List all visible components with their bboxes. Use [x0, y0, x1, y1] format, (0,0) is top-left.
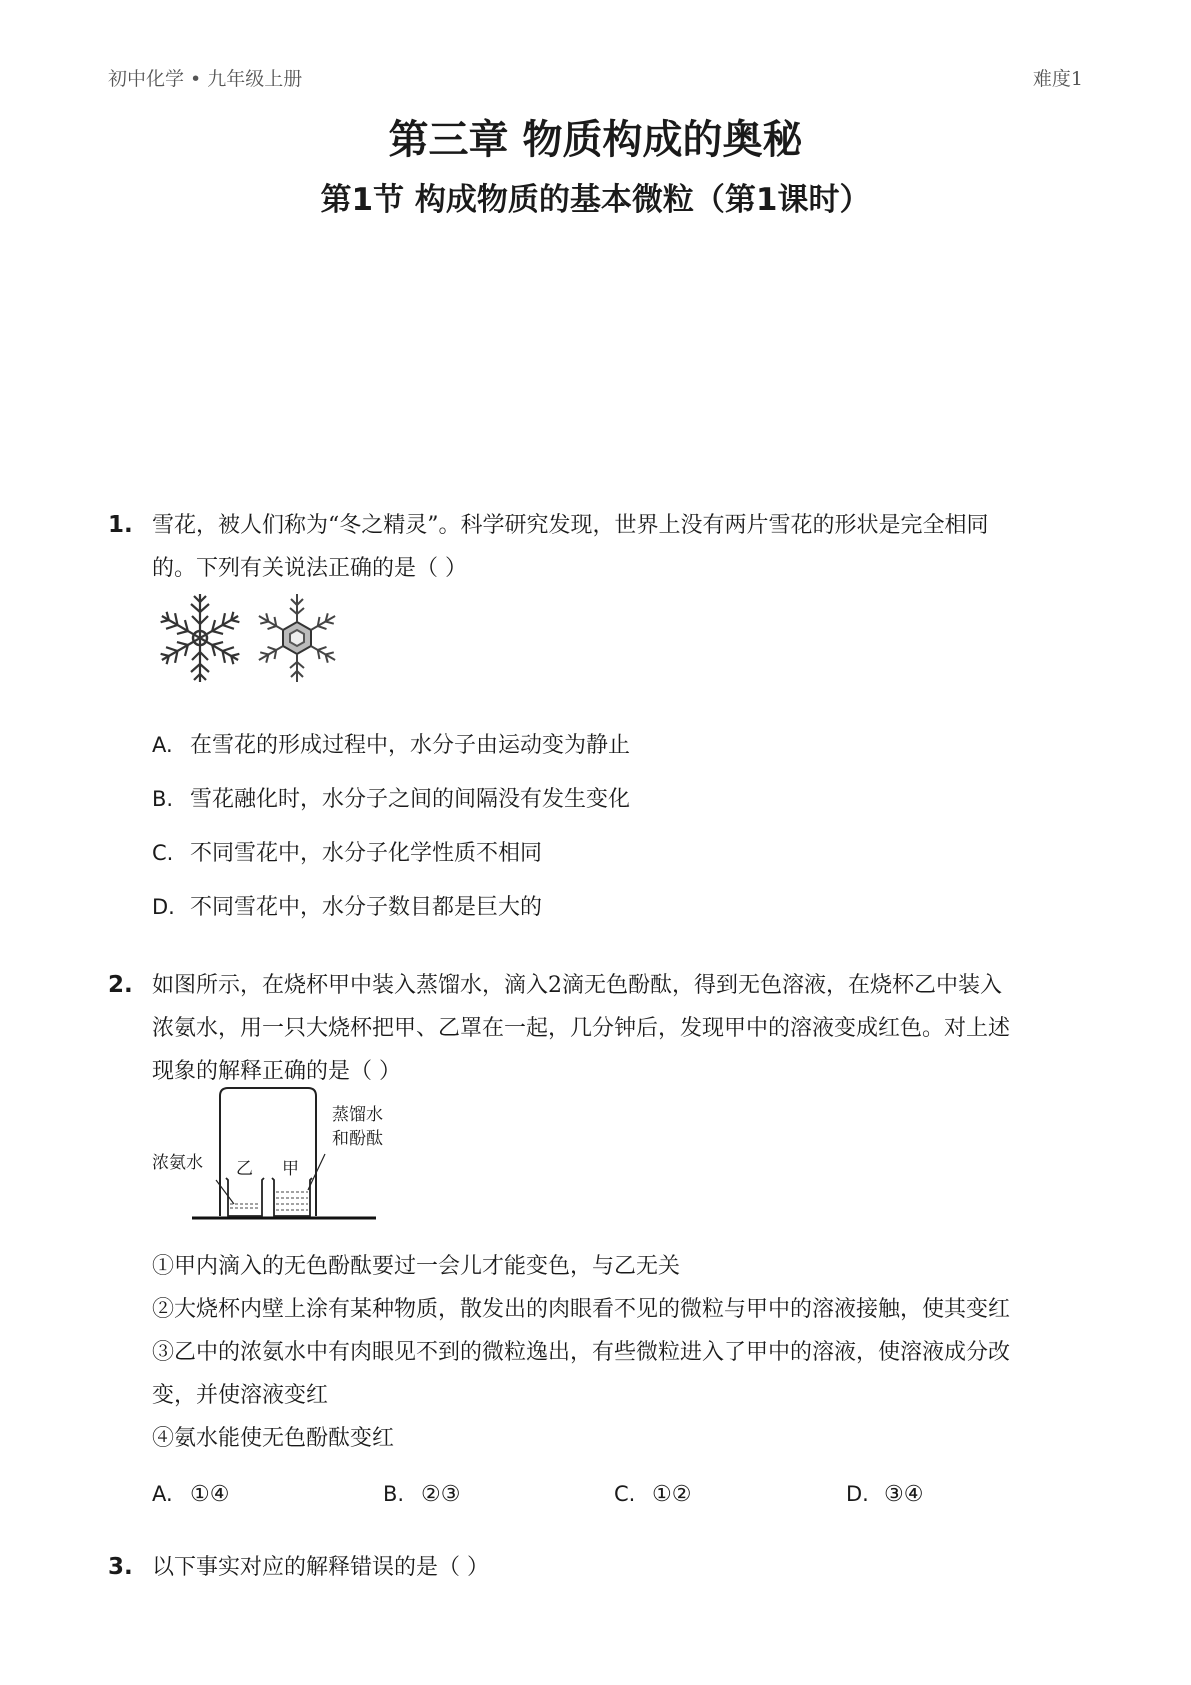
question-2-line-2: 浓氨水，用一只大烧杯把甲、乙罩在一起，几分钟后，发现甲中的溶液变成红色。对上述	[152, 1016, 1011, 1041]
q2-option-b-text: ②③	[421, 1482, 461, 1507]
question-2-text	[152, 964, 1010, 1093]
q1-option-b[interactable]	[152, 782, 630, 813]
q1-option-a[interactable]	[152, 728, 630, 759]
label-water-2: 和酚酞	[332, 1129, 383, 1149]
snowflake-2	[255, 594, 338, 682]
q1-option-d-letter: D.	[152, 895, 175, 919]
question-2-line-1: 如图所示，在烧杯甲中装入蒸馏水，滴入2滴无色酚酞，得到无色溶液，在烧杯乙中装入	[152, 973, 1002, 998]
q2-option-a-text: ①④	[190, 1482, 230, 1507]
q1-option-c-text: 不同雪花中，水分子化学性质不相同	[190, 841, 543, 866]
q2-option-d-letter: D.	[846, 1482, 869, 1506]
question-3-text	[152, 1546, 489, 1589]
statement-4: ④氨水能使无色酚酞变红	[152, 1426, 395, 1451]
q1-option-c[interactable]	[152, 836, 542, 867]
q2-option-c[interactable]	[614, 1482, 691, 1507]
q2-option-d[interactable]	[846, 1482, 923, 1507]
question-2-line-3: 现象的解释正确的是（ ）	[152, 1059, 401, 1084]
question-1-number: 1.	[108, 512, 133, 538]
q2-option-b-letter: B.	[383, 1482, 405, 1506]
q2-option-c-letter: C.	[614, 1482, 636, 1506]
label-ammonia: 浓氨水	[152, 1153, 203, 1173]
question-1-text	[152, 504, 989, 590]
question-3-number: 3.	[108, 1554, 133, 1580]
question-1-line-1: 雪花，被人们称为“冬之精灵”。科学研究发现，世界上没有两片雪花的形状是完全相同	[152, 513, 989, 538]
q2-option-a-letter: A.	[152, 1482, 173, 1506]
statement-2: ②大烧杯内壁上涂有某种物质，散发出的肉眼看不见的微粒与甲中的溶液接触，使其变红	[152, 1297, 1011, 1322]
header-left: 初中化学 • 九年级上册	[108, 68, 303, 90]
statement-1: ①甲内滴入的无色酚酞要过一会儿才能变色，与乙无关	[152, 1254, 681, 1279]
q1-option-c-letter: C.	[152, 841, 174, 865]
q1-option-b-letter: B.	[152, 787, 174, 811]
statement-3-cont: 变，并使溶液变红	[152, 1383, 329, 1408]
snowflake-1	[157, 594, 242, 682]
label-jia: 甲	[282, 1159, 299, 1179]
q2-option-a[interactable]	[152, 1482, 229, 1507]
q1-option-b-text: 雪花融化时，水分子之间的间隔没有发生变化	[190, 787, 631, 812]
statement-3: ③乙中的浓氨水中有肉眼见不到的微粒逸出，有些微粒进入了甲中的溶液，使溶液成分改	[152, 1340, 1011, 1365]
q2-option-c-text: ①②	[652, 1482, 692, 1507]
label-water-1: 蒸馏水	[332, 1105, 383, 1125]
beaker-figure	[150, 1086, 400, 1228]
q1-option-a-text: 在雪花的形成过程中，水分子由运动变为静止	[190, 733, 631, 758]
section-title: 第1节 构成物质的基本微粒（第1课时）	[320, 182, 871, 218]
label-yi: 乙	[236, 1159, 253, 1179]
q2-option-b[interactable]	[383, 1482, 460, 1507]
header-right: 难度1	[1032, 68, 1083, 90]
question-1-line-2: 的。下列有关说法正确的是（ ）	[152, 556, 467, 581]
q1-option-d-text: 不同雪花中，水分子数目都是巨大的	[190, 895, 543, 920]
q1-option-d[interactable]	[152, 890, 542, 921]
snowflakes-figure	[152, 590, 352, 686]
chapter-title: 第三章 物质构成的奥秘	[388, 117, 803, 163]
question-3-line-1: 以下事实对应的解释错误的是（ ）	[152, 1555, 489, 1580]
question-2-number: 2.	[108, 972, 133, 998]
q2-option-d-text: ③④	[884, 1482, 924, 1507]
q1-option-a-letter: A.	[152, 733, 173, 757]
